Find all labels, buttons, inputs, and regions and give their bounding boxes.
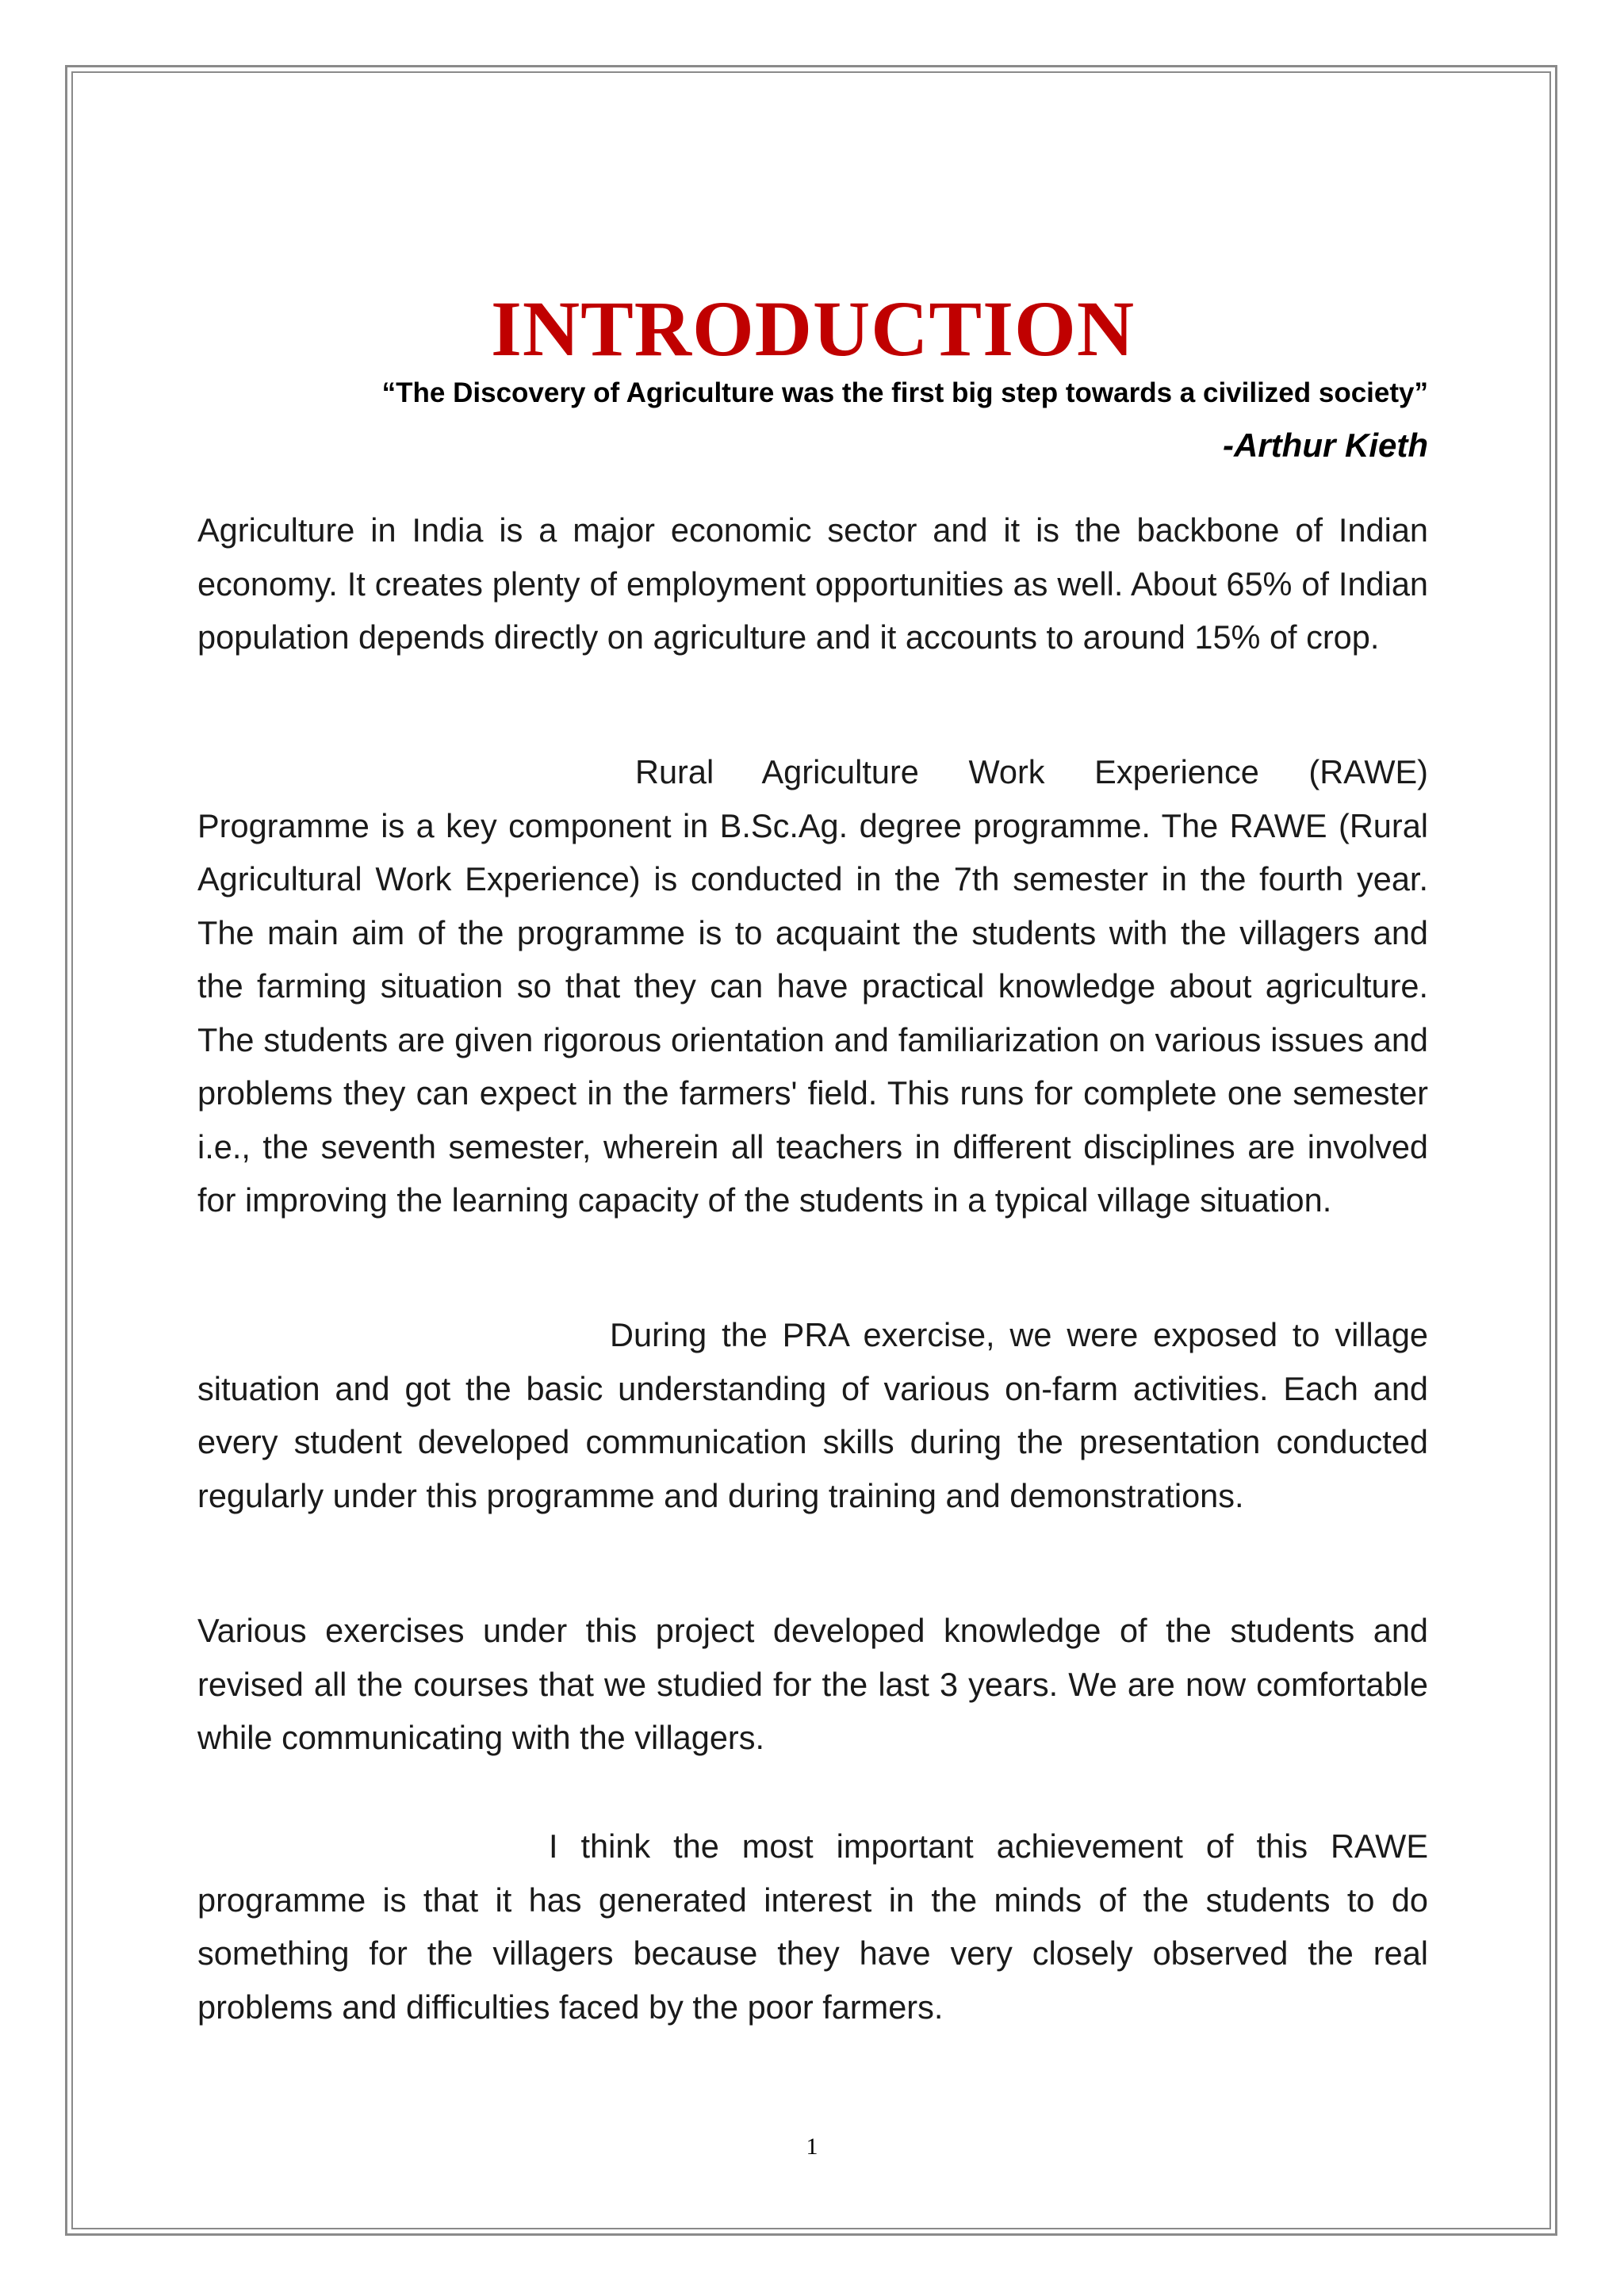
- paragraph-2: Rural Agriculture Work Experience (RAWE) Programme is a key component in B.Sc.Ag. degree programme. The RAWE (Rural Agricultural Work Experience) is conducted in the 7th semester in the fourth year. The main aim of the programme is to acquaint the students with the villagers and the farming situation so that they can have practical knowledge about agriculture. The students are given rigorous orientation and familiarization on various issues and problems they can expect in the farmers' field. This runs for complete one semester i.e., the seventh semester, wherein all teachers in different disciplines are involved for improving the learning capacity of the students in a typical village situation.: [197, 753, 1428, 1219]
- epigraph-quote: “The Discovery of Agriculture was the first big step towards a civilized society”: [381, 377, 1428, 408]
- paragraph-5: I think the most important achievement of this RAWE programme is that it has generated interest in the minds of the students to do something for the villagers because they have very closely observed the real problems and difficulties faced by the poor farmers.: [197, 1827, 1428, 2026]
- paragraph-3: During the PRA exercise, we were exposed to village situation and got the basic understanding of various on-farm activities. Each and every student developed communication skills during the presentation conducted regularly under this programme and during training and demonstrations.: [197, 1316, 1428, 1514]
- epigraph-author: -Arthur Kieth: [1223, 427, 1428, 464]
- paragraph-4: Various exercises under this project developed knowledge of the students and revised all the courses that we studied for the last 3 years. We are now comfortable while communicating with the villagers.: [197, 1612, 1428, 1756]
- page-number: 1: [806, 2133, 818, 2160]
- paragraph-1: Agriculture in India is a major economic sector and it is the backbone of Indian economy. It creates plenty of employment opportunities as well. About 65% of Indian population depends directly on agriculture and it accounts to around 15% of crop.: [197, 511, 1428, 656]
- page-title: INTRODUCTION: [490, 285, 1136, 373]
